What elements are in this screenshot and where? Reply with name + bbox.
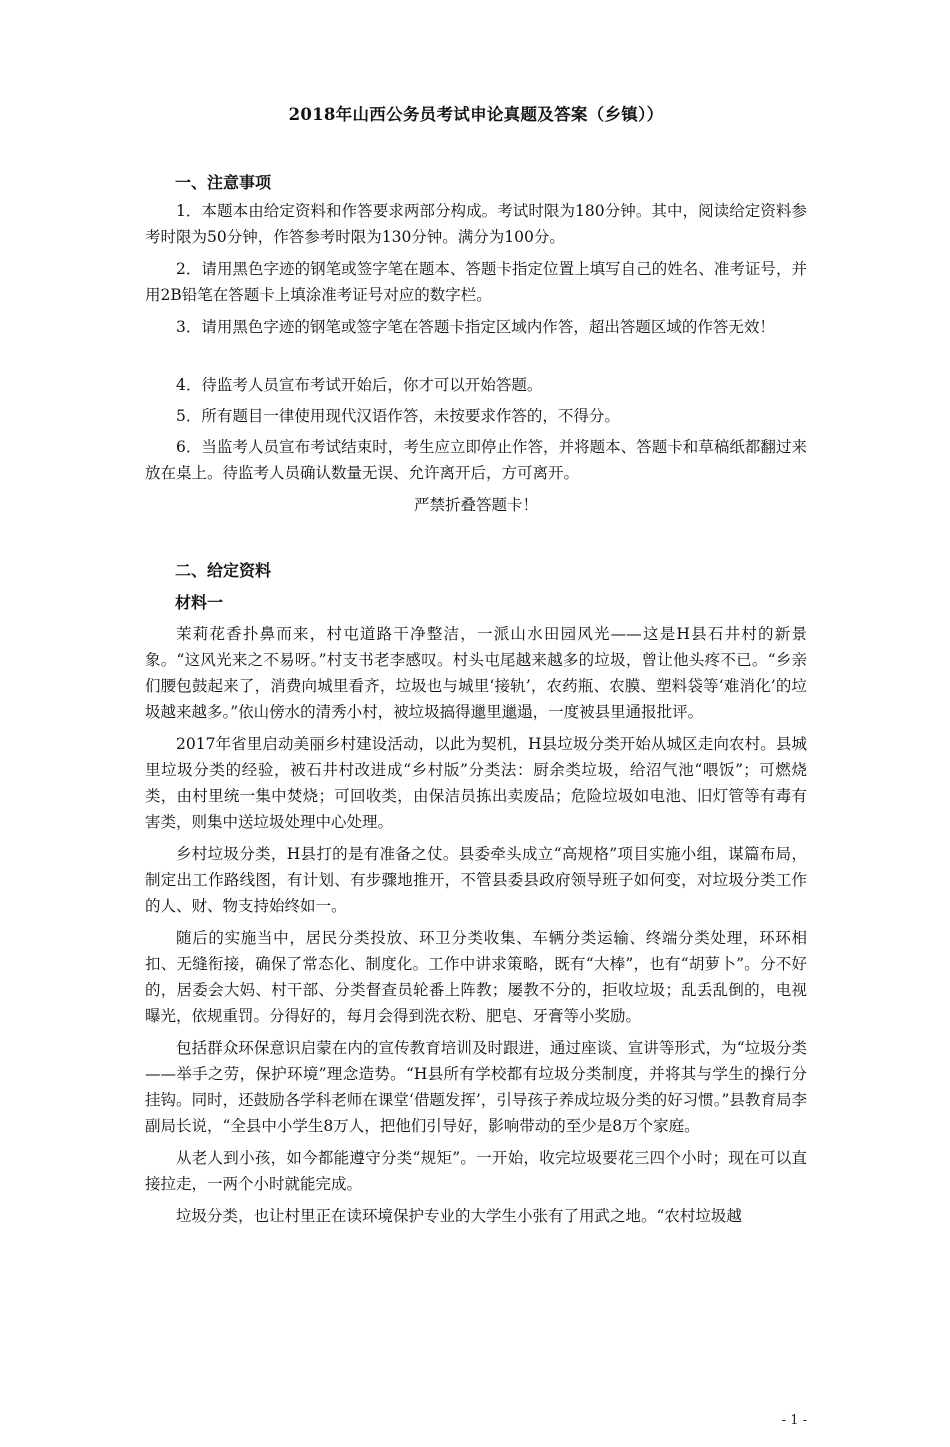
notice-item-3: 3．请用黑色字迹的钢笔或签字笔在答题卡指定区域内作答，超出答题区域的作答无效！ <box>176 318 775 336</box>
material-paragraph-2: 2017年省里启动美丽乡村建设活动，以此为契机，H县垃圾分类开始从城区走向农村。县城里垃圾分类的经验，被石井村改进成“乡村版”分类法：厨余类垃圾，给沼气池“喂饭”；可燃烧类，由村里统一集中焚烧；可回收类，由保洁员拣出卖废品；危险垃圾如电池、旧灯管等有毒有害类，则集中送垃圾处理中心处理。 <box>145 735 807 831</box>
page-number: - 1 - <box>781 1413 807 1428</box>
notice-item-2: 2．请用黑色字迹的钢笔或签字笔在题本、答题卡指定位置上填写自己的姓名、准考证号，并用2B铅笔在答题卡上填涂准考证号对应的数字栏。 <box>145 260 807 304</box>
material-paragraph-5: 包括群众环保意识启蒙在内的宣传教育培训及时跟进，通过座谈、宣讲等形式，为“垃圾分类——举手之劳，保护环境”理念造势。“H县所有学校都有垃圾分类制度，并将其与学生的操行分挂钩。同时，还鼓励各学科老师在课堂‘借题发挥’，引导孩子养成垃圾分类的好习惯。”县教育局李副局长说，“全县中小学生8万人，把他们引导好，影响带动的至少是8万个家庭。 <box>145 1039 808 1135</box>
material-paragraph-1: 茉莉花香扑鼻而来，村屯道路干净整洁，一派山水田园风光——这是H县石井村的新景象。“这风光来之不易呀。”村支书老李感叹。村头屯尾越来越多的垃圾，曾让他头疼不已。“乡亲们腰包鼓起来了，消费向城里看齐，垃圾也与城里‘接轨’，农药瓶、农膜、塑料袋等‘难消化’的垃圾越来越多。”依山傍水的清秀小村，被垃圾搞得邋里邋遢，一度被县里通报批评。 <box>145 625 807 721</box>
material-title: 材料一 <box>175 593 224 612</box>
material-paragraph-6: 从老人到小孩，如今都能遵守分类“规矩”。一开始，收完垃圾要花三四个小时；现在可以直接拉走，一两个小时就能完成。 <box>145 1149 807 1193</box>
section-heading-notes: 一、注意事项 <box>175 173 272 192</box>
material-paragraph-3: 乡村垃圾分类，H县打的是有准备之仗。县委牵头成立“高规格”项目实施小组，谋篇布局，制定出工作路线图，有计划、有步骤地推开，不管县委县政府领导班子如何变，对垃圾分类工作的人、财、物支持始终如一。 <box>145 845 807 915</box>
material-paragraph-4: 随后的实施当中，居民分类投放、环卫分类收集、车辆分类运输、终端分类处理，环环相扣、无缝衔接，确保了常态化、制度化。工作中讲求策略，既有“大棒”，也有“胡萝卜”。分不好的，居委会大妈、村干部、分类督查员轮番上阵教；屡教不分的，拒收垃圾；乱丢乱倒的，电视曝光，依规重罚。分得好的，每月会得到洗衣粉、肥皂、牙膏等小奖励。 <box>145 929 807 1025</box>
fold-warning: 严禁折叠答题卡！ <box>413 496 538 514</box>
material-paragraph-7: 垃圾分类，也让村里正在读环境保护专业的大学生小张有了用武之地。“农村垃圾越 <box>176 1207 742 1225</box>
document-page <box>0 103 950 1447</box>
document-title: 2018年山西公务员考试申论真题及答案（乡镇）） <box>288 105 664 124</box>
notice-item-5: 5．所有题目一律使用现代汉语作答，未按要求作答的，不得分。 <box>176 407 620 425</box>
section-heading-materials: 二、给定资料 <box>175 561 272 580</box>
notice-item-4: 4．待监考人员宣布考试开始后，你才可以开始答题。 <box>176 376 543 394</box>
notice-item-1: 1．本题本由给定资料和作答要求两部分构成。考试时限为180分钟。其中，阅读给定资料参考时限为50分钟，作答参考时限为130分钟。满分为100分。 <box>145 202 807 246</box>
notice-item-6: 6．当监考人员宣布考试结束时，考生应立即停止作答，并将题本、答题卡和草稿纸都翻过来放在桌上。待监考人员确认数量无误、允许离开后，方可离开。 <box>145 438 807 482</box>
